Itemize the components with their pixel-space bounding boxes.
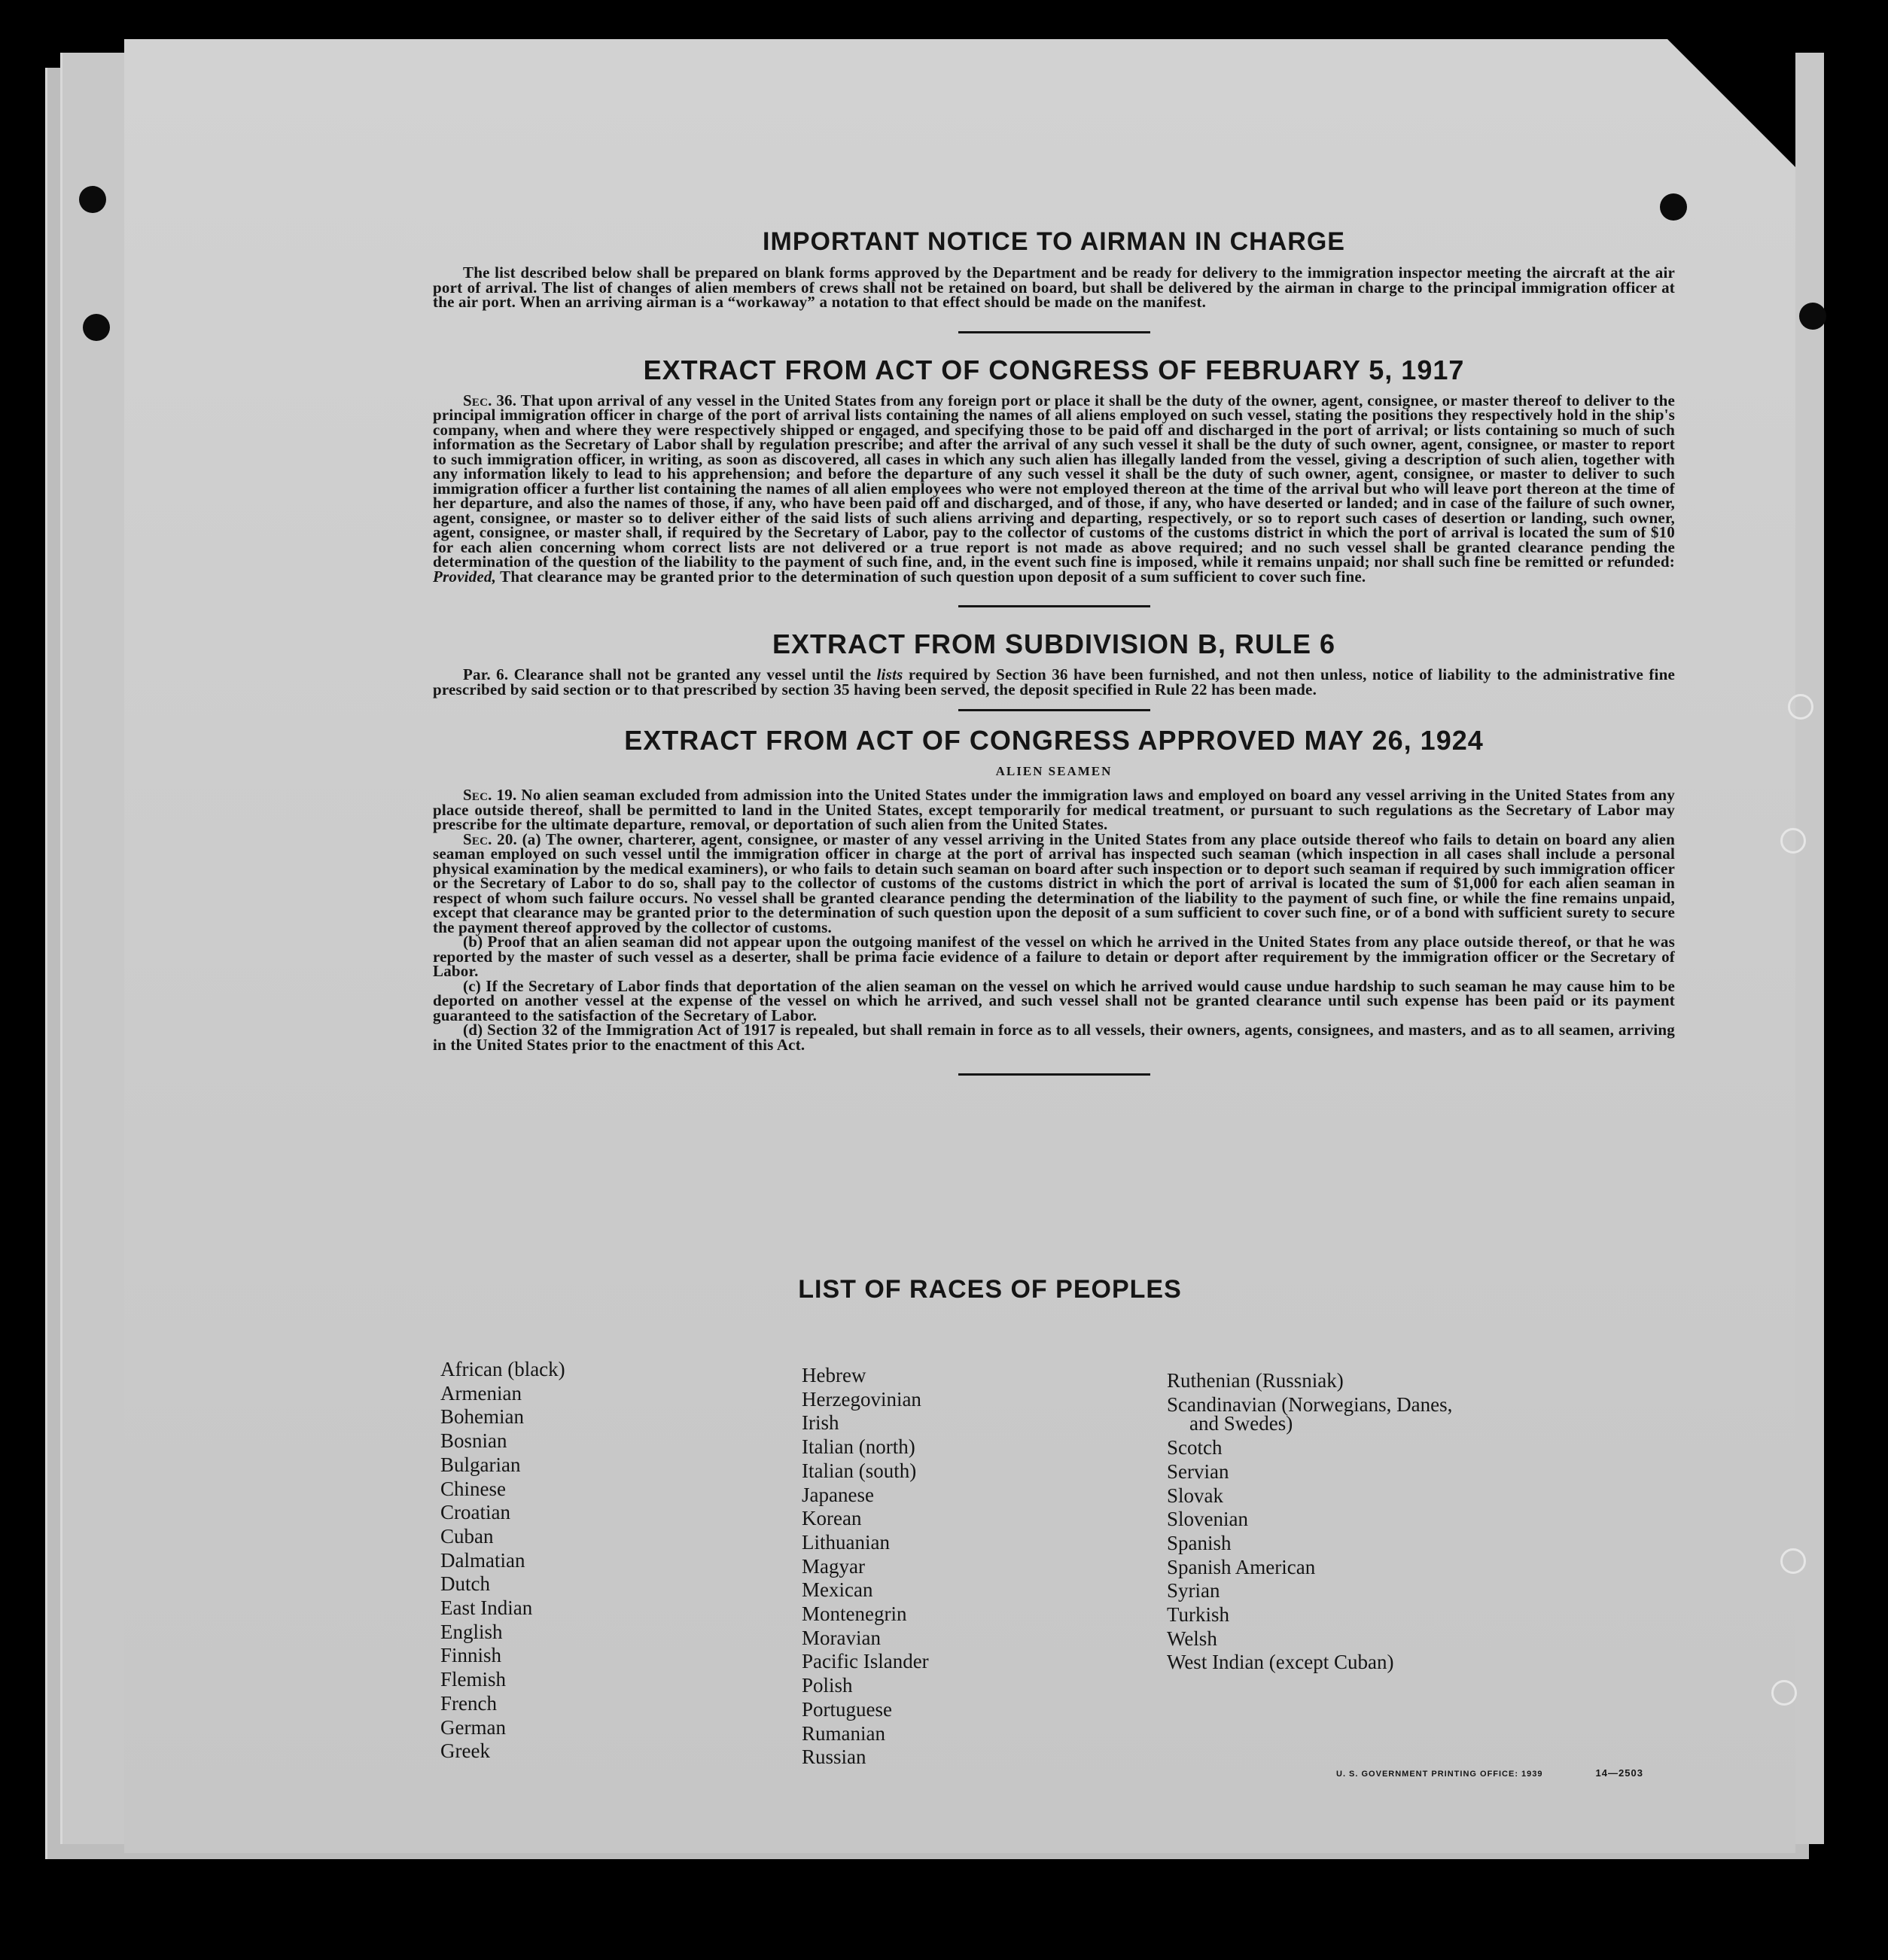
- race-item: East Indian: [440, 1596, 533, 1620]
- race-item: Servian: [1167, 1459, 1229, 1483]
- divider: [958, 1073, 1150, 1076]
- punch-hole: [83, 314, 110, 341]
- race-item: Korean: [802, 1507, 862, 1530]
- act-1924-subtitle: ALIEN SEAMEN: [995, 764, 1113, 778]
- divider: [958, 605, 1150, 607]
- race-item: Flemish: [440, 1668, 507, 1691]
- race-item: Russian: [802, 1745, 866, 1769]
- races-column-2: [802, 1364, 929, 1770]
- sec20a-text: (a) The owner, charterer, agent, consignee, or master of any vessel arriving in the United States from any place outside thereof who fails to detain on board any alien seaman employed on such vessel until the immigration officer in charge at the port of arrival has inspected such seaman (which inspection in all cases shall include a personal physical examination by the medical examiners), or who fails to detain such seaman on board after such inspection or to deport such seaman if required by such immigration officer or the Secretary of Labor to do so, shall pay to the collector of customs of the customs district in which the port of arrival is located the sum of $1,000 for each alien seaman in respect of whom such failure occurs. No vessel shall be granted clearance pending the determination of the liability to the payment of such fine, or while the fine remains unpaid, except that clearance may be granted prior to the determination of such question upon the deposit of a sum sufficient to cover such fine, or of a bond with sufficient surety to secure the payment thereof approved by the collector of customs.: [433, 829, 1675, 936]
- document-content: [433, 227, 1675, 1097]
- punch-ring: [1780, 1548, 1806, 1574]
- race-item: Dalmatian: [440, 1548, 525, 1572]
- punch-ring: [1771, 1680, 1797, 1706]
- race-item: Cuban: [440, 1524, 494, 1548]
- punch-ring: [1788, 694, 1813, 720]
- race-item: Bosnian: [440, 1429, 507, 1453]
- race-item: Magyar: [802, 1554, 865, 1578]
- sec20b-paragraph: (b) Proof that an alien seaman did not appear upon the outgoing manifest of the vessel on which he arrived in the United States from any place outside thereof, or that he was reported by the master of such vessel as a deserter, shall be prima facie evidence of a failure to detain or deport after requirement by the immigration officer or the Secretary of Labor.: [433, 933, 1675, 980]
- race-item: Italian (north): [802, 1435, 915, 1459]
- punch-hole: [79, 186, 106, 213]
- race-item: Scandinavian (Norwegians, Danes,: [1167, 1392, 1453, 1416]
- race-item: Italian (south): [802, 1459, 917, 1482]
- act-1917-title: EXTRACT FROM ACT OF CONGRESS OF FEBRUARY 5, 1917: [643, 354, 1465, 385]
- race-item: Bohemian: [440, 1405, 524, 1429]
- sec20c-paragraph: (c) If the Secretary of Labor finds that deportation of the alien seaman on the vessel on which he arrived would cause undue hardship to such seaman he may cause him to be deported on another vessel at the expense of the vessel on which he arrived, and such vessel shall not be granted clearance until such expense has been paid or its payment guaranteed to the satisfaction of the Secretary of Labor.: [433, 976, 1675, 1024]
- race-item: Montenegrin: [802, 1602, 907, 1626]
- race-item: Welsh: [1167, 1627, 1217, 1650]
- notice-title: IMPORTANT NOTICE TO AIRMAN IN CHARGE: [763, 227, 1345, 256]
- provided-word: Provided,: [433, 567, 497, 586]
- race-item: Lithuanian: [802, 1530, 890, 1554]
- race-item: Ruthenian (Russniak): [1167, 1369, 1344, 1392]
- par6-label: Par. 6.: [463, 665, 509, 683]
- race-item: French: [440, 1691, 497, 1715]
- par6-text-b: required by Section 36 have been furnished, and not then unless, notice of liability to the administrative fine prescribed by said section or to that prescribed by section 35 having been served, the deposit specified in Rule 22 has been made.: [433, 665, 1675, 698]
- races-column-1: [440, 1358, 565, 1764]
- race-item: Mexican: [802, 1578, 873, 1602]
- race-item: Moravian: [802, 1626, 881, 1649]
- race-item: Turkish: [1167, 1603, 1230, 1627]
- sec36-tail: That clearance may be granted prior to the determination of such question upon deposit of a sum sufficient to cover such fine.: [500, 567, 1366, 586]
- race-item: Pacific Islander: [802, 1650, 929, 1673]
- divider: [958, 331, 1150, 333]
- par6-text-a: Clearance shall not be granted any vessel until the: [513, 665, 872, 683]
- race-item: and Swedes): [1189, 1412, 1293, 1435]
- rule6-title: EXTRACT FROM SUBDIVISION B, RULE 6: [772, 628, 1336, 659]
- race-item: Spanish: [1167, 1531, 1232, 1554]
- race-item: English: [440, 1620, 503, 1643]
- race-item: Chinese: [440, 1477, 506, 1500]
- race-item: Dutch: [440, 1572, 490, 1596]
- races-column-3: [1167, 1369, 1452, 1675]
- race-item: Greek: [440, 1739, 490, 1763]
- document-page: [124, 39, 1795, 1853]
- race-item: Armenian: [440, 1381, 522, 1405]
- sec36-label: Sec. 36.: [463, 391, 517, 409]
- race-item: Polish: [802, 1674, 853, 1697]
- race-item: Spanish American: [1167, 1555, 1316, 1578]
- sec36-text: That upon arrival of any vessel in the United States from any foreign port or place it shall be the duty of the owner, agent, consignee, or master thereof to deliver to the principal immigration officer in charge of the port of arrival lists containing the names of all aliens employed on such vessel, stating the positions they respectively hold in the ship's company, when and where they were respectively shipped or engaged, and specifying those to be paid off and discharged in the port of arrival; or lists containing so much of such information as the Secretary of Labor shall by regulation prescribe; and after the arrival of any such vessel it shall be the duty of such owner, agent, consignee, or master to report to such immigration officer, in writing, as soon as discovered, all cases in which any such alien has illegally landed from the vessel, giving a description of such alien, together with any information likely to lead to his apprehension; and before the departure of any such vessel it shall be the duty of such owner, agent, consignee, or master to deliver to such immigration officer a further list containing the names of all alien employees who were not employed thereon at the time of the arrival but who will leave port thereon at the time of her departure, and also the names of those, if any, who have been paid off and discharged, and of those, if any, who have deserted or landed; and in case of the failure of such owner, agent, consignee, or master so to deliver either of the said lists of such aliens arriving and departing, respectively, or so to report such cases of desertion or landing, such owner, agent, consignee, or master shall, if required by the Secretary of Labor, pay to the collector of customs of the customs district in which the port of arrival is located the sum of $10 for each alien concerning whom correct lists are not delivered or a true report is not made as above required; and no such vessel shall be granted clearance pending the determination of the question of the liability to the payment of such fine, and, in the event such fine is imposed, while it remains unpaid; nor shall such fine be remitted or refunded:: [433, 391, 1675, 571]
- race-item: West Indian (except Cuban): [1167, 1651, 1394, 1674]
- race-item: African (black): [440, 1358, 565, 1380]
- race-item: Irish: [802, 1411, 839, 1435]
- sec19-paragraph: [433, 788, 1675, 832]
- printer-imprint: U. S. GOVERNMENT PRINTING OFFICE: 1939: [1336, 1770, 1543, 1779]
- notice-body: The list described below shall be prepared on blank forms approved by the Department and be ready for delivery to the immigration inspector meeting the aircraft at the air port of arrival. The list of changes of alien members of crews shall not be retained on board, but shall be delivered by the airman in charge to the principal immigration officer at the air port. When an arriving airman is a “workaway” a notation to that effect should be made on the manifest.: [433, 263, 1675, 311]
- race-item: Portuguese: [802, 1697, 892, 1721]
- race-item: Syrian: [1167, 1579, 1220, 1602]
- form-number: 14—2503: [1595, 1767, 1643, 1779]
- race-item: Bulgarian: [440, 1453, 521, 1476]
- race-item: Hebrew: [802, 1364, 866, 1386]
- race-item: Rumanian: [802, 1721, 885, 1745]
- footer: [1336, 1767, 1643, 1779]
- race-item: German: [440, 1715, 506, 1739]
- punch-hole: [1660, 193, 1687, 221]
- sec20d-paragraph: (d) Section 32 of the Immigration Act of 1917 is repealed, but shall remain in force as to all vessels, their owners, agents, consignees, and masters, and as to all seamen, arriving in the United States prior to the enactment of this Act.: [433, 1021, 1675, 1054]
- punch-hole: [1799, 303, 1826, 330]
- race-item: Japanese: [802, 1483, 874, 1506]
- races-title: LIST OF RACES OF PEOPLES: [798, 1275, 1182, 1304]
- sec19-label: Sec. 19.: [463, 786, 517, 804]
- sec20a-paragraph: [433, 829, 1675, 936]
- lists-word: lists: [876, 665, 903, 683]
- sec19-text: No alien seaman excluded from admission into the United States under the immigration laws and employed on board any vessel arriving in the United States from any place outside thereof, shall be permitted to land in the United States, except temporarily for medical treatment, or pursuant to such regulations as the Secretary of Labor may prescribe for the ultimate departure, removal, or deportation of such alien from the United States.: [433, 786, 1675, 833]
- act-1924-title: EXTRACT FROM ACT OF CONGRESS APPROVED MAY 26, 1924: [624, 725, 1484, 756]
- race-item: Finnish: [440, 1644, 502, 1667]
- race-item: Herzegovinian: [802, 1387, 921, 1411]
- act-1917-body: [433, 391, 1675, 586]
- race-item: Slovenian: [1167, 1508, 1248, 1531]
- race-item: Scotch: [1167, 1436, 1223, 1459]
- divider: [958, 709, 1150, 711]
- race-item: Slovak: [1167, 1484, 1224, 1507]
- rule6-body: [433, 665, 1675, 698]
- race-item: Croatian: [440, 1501, 510, 1524]
- sec20-label: Sec. 20.: [463, 829, 518, 848]
- punch-ring: [1780, 828, 1806, 854]
- folded-corner: [1667, 39, 1795, 167]
